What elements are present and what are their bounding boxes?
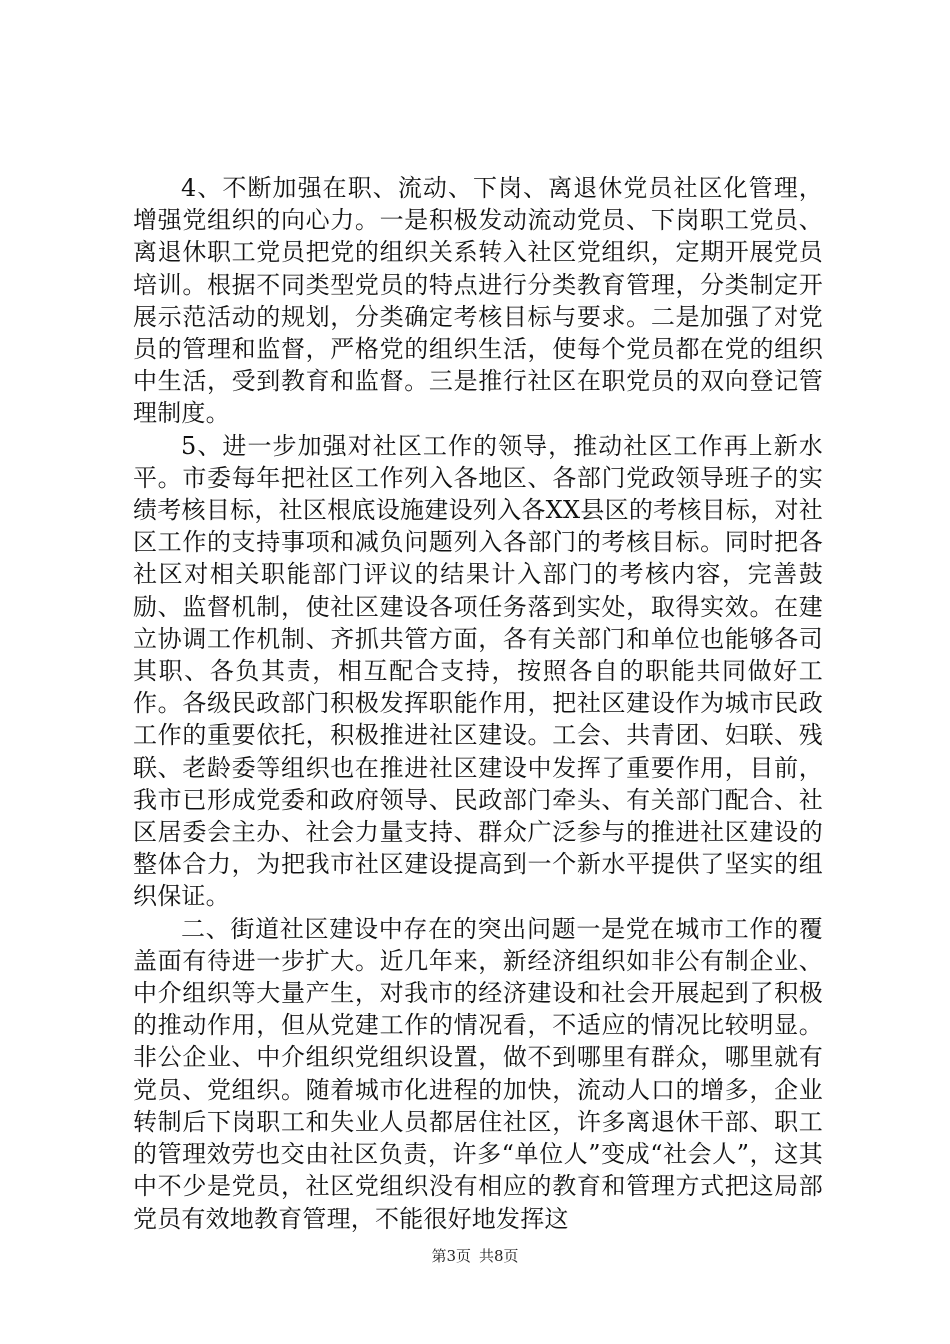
page-number-current: 第3页 bbox=[431, 1247, 471, 1265]
paragraph-3: 二、街道社区建设中存在的突出问题一是党在城市工作的覆盖面有待进一步扩大。近几年来，新经济组织如非公有制企业、中介组织等大量产生，对我市的经济建设和社会开展起到了积极的推动作用，但从党建工作的情况看，不适应的情况比较明显。非公企业、中介组织党组织设置，做不到哪里有群众，哪里就有党员、党组织。随着城市化进程的加快，流动人口的增多，企业转制后下岗职工和失业人员都居住社区，许多离退休干部、职工的管理效劳也交由社区负责，许多“单位人”变成“社会人”，这其中不少是党员，社区党组织没有相应的教育和管理方式把这局部党员有效地教育管理，不能很好地发挥这 bbox=[133, 914, 823, 1233]
page-number-total: 共8页 bbox=[479, 1247, 519, 1265]
document-body bbox=[133, 172, 823, 1235]
paragraph-1: 4、不断加强在职、流动、下岗、离退休党员社区化管理，增强党组织的向心力。一是积极发动流动党员、下岗职工党员、离退休职工党员把党的组织关系转入社区党组织，定期开展党员培训。根据不同类型党员的特点进行分类教育管理，分类制定开展示范活动的规划，分类确定考核目标与要求。二是加强了对党员的管理和监督，严格党的组织生活，使每个党员都在党的组织中生活，受到教育和监督。三是推行社区在职党员的双向登记管理制度。 bbox=[133, 174, 823, 428]
paragraph-2: 5、进一步加强对社区工作的领导，推动社区工作再上新水平。市委每年把社区工作列入各地区、各部门党政领导班子的实绩考核目标，社区根底设施建设列入各XX县区的考核目标，对社区工作的支持事项和减负问题列入各部门的考核目标。同时把各社区对相关职能部门评议的结果计入部门的考核内容，完善鼓励、监督机制，使社区建设各项任务落到实处，取得实效。在建立协调工作机制、齐抓共管方面，各有关部门和单位也能够各司其职、各负其责，相互配合支持，按照各自的职能共同做好工作。各级民政部门积极发挥职能作用，把社区建设作为城市民政工作的重要依托，积极推进社区建设。工会、共青团、妇联、残联、老龄委等组织也在推进社区建设中发挥了重要作用，目前，我市已形成党委和政府领导、民政部门牵头、有关部门配合、社区居委会主办、社会力量支持、群众广泛参与的推进社区建设的整体合力，为把我市社区建设提高到一个新水平提供了坚实的组织保证。 bbox=[133, 431, 823, 911]
page-footer bbox=[0, 1245, 950, 1266]
